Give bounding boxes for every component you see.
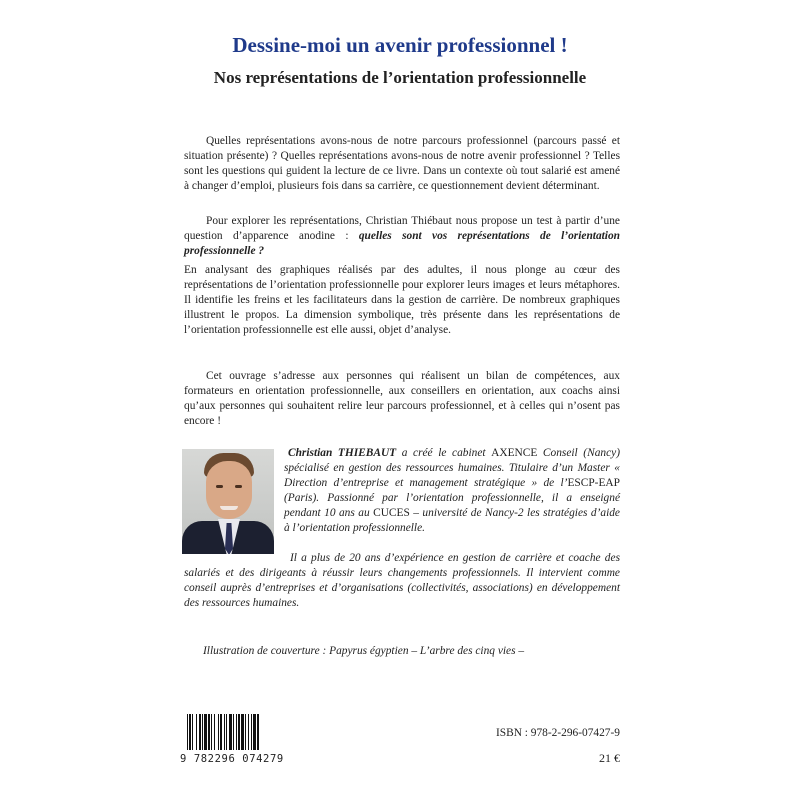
description-paragraph-4: Cet ouvrage s’adresse aux personnes qui réalisent un bilan de compétences, aux formateurs en orientation professionnelle, aux conseillers en orientation, aux coachs ainsi qu’aux personnes qui souhaitent relire leur parcours professionnel, et à celles qui n’osent pas encore ! [184,370,620,427]
paragraph-2-text: Pour explorer les représentations, Christian Thiébaut nous propose un test à partir d’une question d’apparence anodine : [184,215,620,242]
author-bio-continued: Il a plus de 20 ans d’expérience en gestion de carrière et coache des salariés et des dirigeants à réussir leurs changements professionnels. Il intervient comme conseil auprès d’entreprises et d’organisations (collectivités, associations) en développement des ressources humaines. [184,552,620,609]
description-paragraph-3: En analysant des graphiques réalisés par des adultes, il nous plonge au cœur des représentations de l’orientation professionnelle pour explorer leurs images et leurs métaphores. Il identifie les freins et les facilitateurs dans la gestion de carrière. De nombreux graphiques illustrent le propos. La dimension symbolique, très présente dans les représentations de l’orientation professionnelle est elle aussi, objet d’analyse. [184,264,620,336]
institution-name: CUCES [373,507,410,519]
book-title: Dessine-moi un avenir professionnel ! [232,33,568,57]
paragraph-2-emphasis: quelles sont vos représentations de l’orientation professionnelle ? [184,230,620,257]
author-bio: Christian THIEBAUT a créé le cabinet AXENCE Conseil (Nancy) spécialisé en gestion des ressources humaines. Titulaire d’un Master « Direction d’entreprise et management stratégique » de l’ESCP-EAP (Paris). Passionné par l’orientation professionnelle, il a enseigné pendant 10 ans au CUCES – université de Nancy-2 les stratégies d’aide à l’orientation professionnelle. [284,447,620,534]
cover-illustration-caption: Illustration de couverture : Papyrus égyptien – L’arbre des cinq vies – [203,645,525,657]
author-name: Christian THIEBAUT [288,447,397,459]
description-paragraph-1: Quelles représentations avons-nous de notre parcours professionnel (parcours passé et situation présente) ? Quelles représentations avons-nous de notre avenir professionnel ? Telles sont les questions qui guident la lecture de ce livre. Dans un contexte où tout salarié est amené à changer d’emploi, plusieurs fois dans sa carrière, ce questionnement devient déterminant. [184,135,620,192]
book-subtitle: Nos représentations de l’orientation professionnelle [213,68,587,87]
description-paragraph-2 [184,214,620,259]
barcode-icon [187,714,285,750]
author-photo [182,449,274,554]
isbn: ISBN : 978-2-296-07427-9 [495,727,620,739]
school-name: ESCP-EAP [567,477,620,489]
barcode-number: 9 782296 074279 [180,753,284,765]
price: 21 € [599,751,620,765]
company-name: AXENCE [491,447,538,459]
